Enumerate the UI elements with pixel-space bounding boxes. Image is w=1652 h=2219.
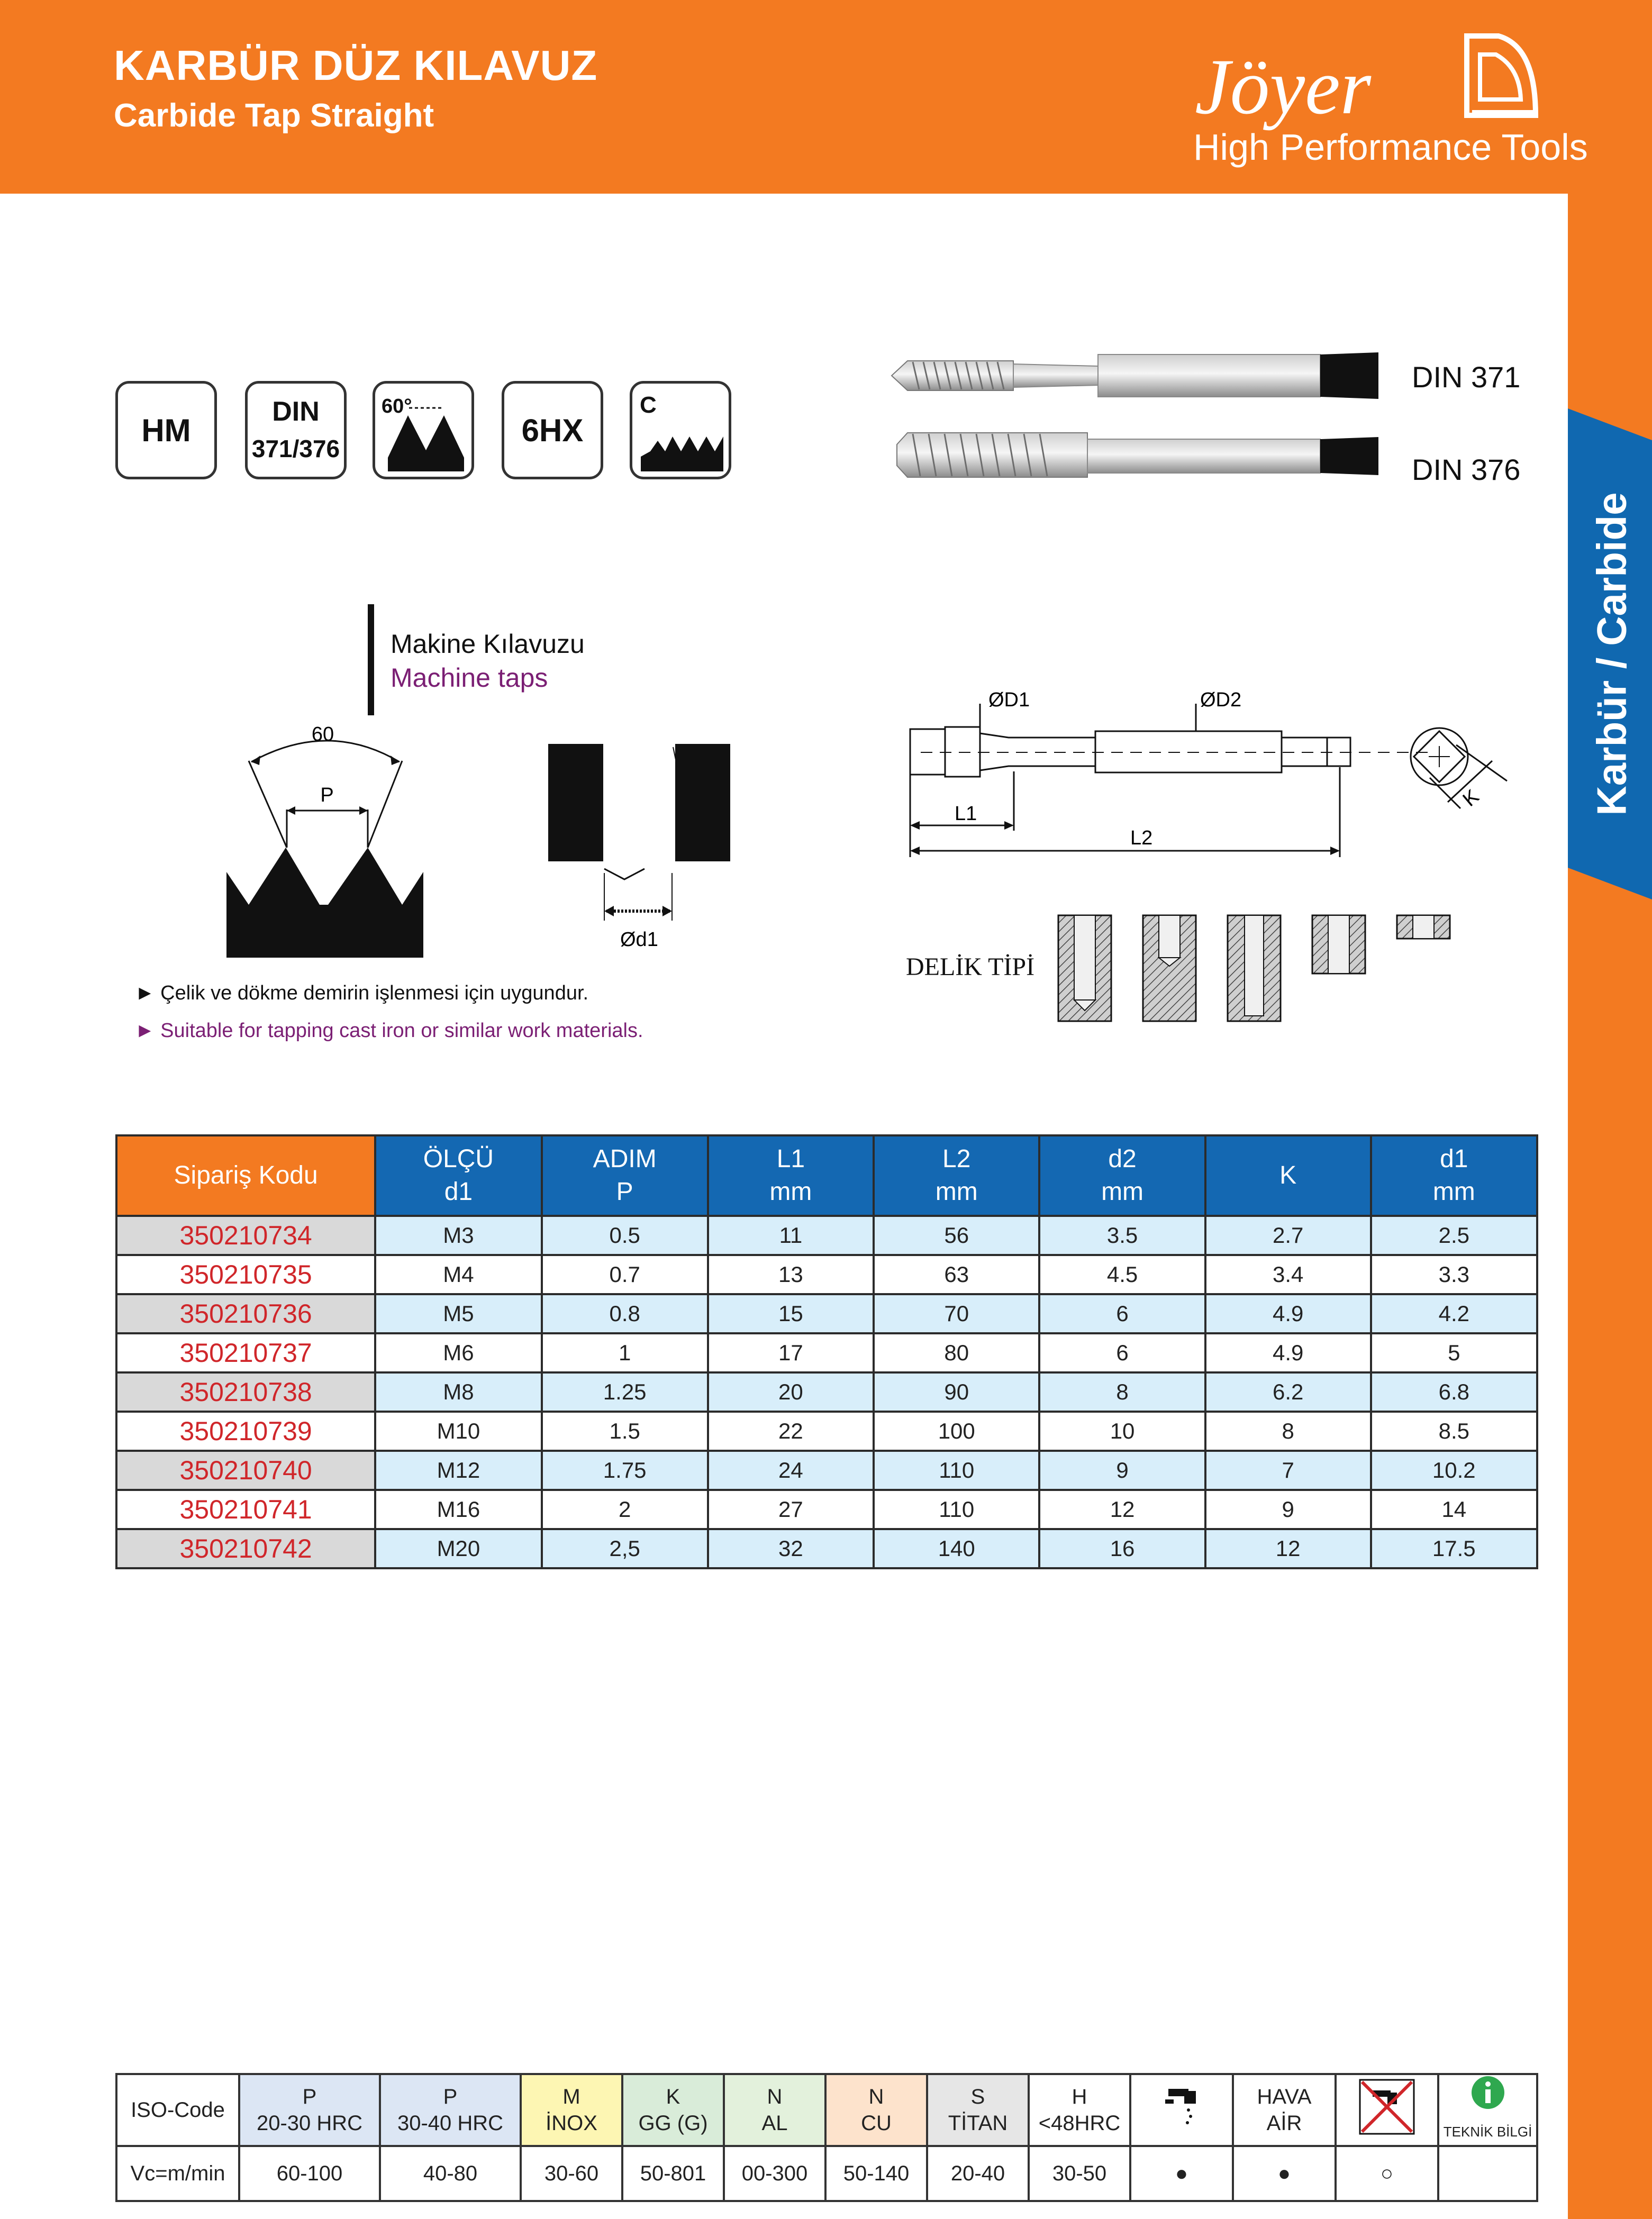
table-cell: 4.5 [1039, 1255, 1205, 1294]
table-cell: 1.25 [542, 1372, 708, 1412]
brand-wordmark: Jöyer [1195, 43, 1372, 131]
header-d2: d2 mm [1039, 1135, 1205, 1216]
table-cell: 4.9 [1205, 1294, 1371, 1333]
table-cell: 20 [708, 1372, 874, 1412]
table-cell: 1.5 [542, 1412, 708, 1451]
coolant-faucet-icon [1163, 2086, 1200, 2128]
order-code-cell: 350210734 [116, 1216, 375, 1255]
table-cell: 7 [1205, 1451, 1371, 1490]
vc-value-cell: 40-80 [380, 2146, 521, 2201]
badge-hm [115, 381, 217, 479]
order-code-cell: 350210735 [116, 1255, 375, 1294]
order-code-cell: 350210736 [116, 1294, 375, 1333]
table-cell: 0.8 [542, 1294, 708, 1333]
hole-type-3 [1228, 915, 1281, 1021]
table-row [116, 1451, 1537, 1490]
vc-value-cell: 50-801 [622, 2146, 724, 2201]
table-row [116, 1255, 1537, 1294]
vc-value-cell: 00-300 [724, 2146, 825, 2201]
table-cell: 70 [874, 1294, 1039, 1333]
table-cell: M16 [375, 1490, 541, 1529]
order-code-cell: 350210739 [116, 1412, 375, 1451]
page-subtitle: Carbide Tap Straight [114, 97, 434, 134]
table-cell: 3.4 [1205, 1255, 1371, 1294]
table-cell: 2,5 [542, 1529, 708, 1568]
hole-type-1 [1058, 915, 1111, 1021]
table-cell: 15 [708, 1294, 874, 1333]
table-cell: 0.5 [542, 1216, 708, 1255]
iso-material-cell: N AL [724, 2074, 825, 2146]
table-cell: 13 [708, 1255, 874, 1294]
page-title: KARBÜR DÜZ KILAVUZ [114, 42, 598, 89]
badge-tolerance [502, 381, 603, 479]
hole-type-4 [1312, 915, 1365, 974]
iso-material-cell: K GG (G) [622, 2074, 724, 2146]
table-cell: 63 [874, 1255, 1039, 1294]
table-cell: 8.5 [1371, 1412, 1537, 1451]
header-k: K [1205, 1135, 1371, 1216]
table-cell: 2 [542, 1490, 708, 1529]
iso-code-label: ISO-Code [116, 2074, 239, 2146]
table-cell: 8 [1039, 1372, 1205, 1412]
table-cell: 6.8 [1371, 1372, 1537, 1412]
note-tr: ► Çelik ve dökme demirin işlenmesi için uygundur. [135, 982, 589, 1004]
badge-din [245, 381, 347, 479]
header-pitch: ADIM P [542, 1135, 708, 1216]
hole-type-2 [1143, 915, 1196, 1021]
info-label: TEKNİK BİLGİ [1443, 2124, 1532, 2140]
table-cell: 140 [874, 1529, 1039, 1568]
table-cell: M3 [375, 1216, 541, 1255]
table-cell: 4.9 [1205, 1333, 1371, 1372]
dry-mark: ○ [1336, 2146, 1438, 2201]
table-cell: 3.5 [1039, 1216, 1205, 1255]
thread-profile-icon [386, 405, 466, 474]
table-cell: M6 [375, 1333, 541, 1372]
table-row [116, 1216, 1537, 1255]
air-mark: ● [1233, 2146, 1336, 2201]
hole-types [1053, 910, 1460, 1026]
table-cell: 10 [1039, 1412, 1205, 1451]
table-cell: 1.75 [542, 1451, 708, 1490]
table-cell: 3.3 [1371, 1255, 1537, 1294]
side-label: Karbür / Carbide [1588, 492, 1635, 816]
table-cell: 6 [1039, 1294, 1205, 1333]
table-cell: 2.5 [1371, 1216, 1537, 1255]
din376-label: DIN 376 [1412, 453, 1521, 486]
table-cell: 16 [1039, 1529, 1205, 1568]
table-cell: 10.2 [1371, 1451, 1537, 1490]
machine-bar [368, 604, 374, 715]
din371-label: DIN 371 [1412, 360, 1521, 394]
brand-tagline: High Performance Tools [1193, 126, 1588, 168]
table-cell: 17 [708, 1333, 874, 1372]
iso-code-row [116, 2074, 1537, 2146]
order-code-cell: 350210742 [116, 1529, 375, 1568]
table-cell: 100 [874, 1412, 1039, 1451]
dim-d2-label: ØD2 [1200, 689, 1242, 711]
badge-din-bottom: 371/376 [251, 435, 340, 462]
table-cell: M8 [375, 1372, 541, 1412]
table-cell: 90 [874, 1372, 1039, 1412]
header-l1: L1 mm [708, 1135, 874, 1216]
table-cell: 12 [1205, 1529, 1371, 1568]
header-size: ÖLÇÜ d1 [375, 1135, 541, 1216]
badge-angle-label: 60° [382, 395, 412, 417]
tap-photos [886, 339, 1389, 519]
table-cell: M4 [375, 1255, 541, 1294]
table-cell: M12 [375, 1451, 541, 1490]
d1-label: Ød1 [620, 929, 658, 951]
vc-row [116, 2146, 1537, 2201]
iso-material-cell: M İNOX [521, 2074, 622, 2146]
table-cell: 8 [1205, 1412, 1371, 1451]
table-cell: 32 [708, 1529, 874, 1568]
thread-diagram [217, 725, 444, 963]
table-cell: 1 [542, 1333, 708, 1372]
header-l2: L2 mm [874, 1135, 1039, 1216]
table-row [116, 1333, 1537, 1372]
vc-value-cell: 30-60 [521, 2146, 622, 2201]
iso-material-cell: S TİTAN [927, 2074, 1029, 2146]
table-cell: 110 [874, 1451, 1039, 1490]
badge-chamfer [630, 381, 731, 479]
table-cell: 110 [874, 1490, 1039, 1529]
thread-pitch-label: P [320, 784, 334, 806]
table-cell: 56 [874, 1216, 1039, 1255]
iso-material-cell: N CU [825, 2074, 927, 2146]
product-table-header [116, 1135, 1537, 1216]
iso-material-cell: H <48HRC [1029, 2074, 1130, 2146]
chamfer-profile-icon [640, 421, 724, 474]
dim-k-label: K [1458, 785, 1484, 811]
table-cell: 9 [1205, 1490, 1371, 1529]
hole-type-5 [1397, 915, 1450, 939]
iso-material-cell: P 30-40 HRC [380, 2074, 521, 2146]
badge-hm-label: HM [141, 412, 191, 448]
machine-taps-tr: Makine Kılavuzu [391, 629, 585, 659]
table-cell: M10 [375, 1412, 541, 1451]
vc-value-cell: 30-50 [1029, 2146, 1130, 2201]
tap-din371 [892, 352, 1378, 399]
vc-value-cell: 50-140 [825, 2146, 927, 2201]
no-coolant-icon [1358, 2078, 1416, 2136]
table-cell: 27 [708, 1490, 874, 1529]
table-cell: 6 [1039, 1333, 1205, 1372]
order-code-cell: 350210740 [116, 1451, 375, 1490]
dry-cell [1336, 2074, 1438, 2146]
table-cell: 9 [1039, 1451, 1205, 1490]
info-cell [1438, 2074, 1537, 2146]
dim-d1-label: ØD1 [988, 689, 1030, 711]
product-table [115, 1134, 1538, 1569]
brand-logo-icon [1462, 31, 1541, 121]
table-cell: 4.2 [1371, 1294, 1537, 1333]
dim-l2-label: L2 [1130, 827, 1153, 849]
order-code-cell: 350210737 [116, 1333, 375, 1372]
table-cell: 80 [874, 1333, 1039, 1372]
table-row [116, 1490, 1537, 1529]
badge-thread-angle [373, 381, 474, 479]
order-code-cell: 350210741 [116, 1490, 375, 1529]
vc-value-cell: 60-100 [239, 2146, 380, 2201]
order-code-cell: 350210738 [116, 1372, 375, 1412]
header-d1: d1 mm [1371, 1135, 1537, 1216]
vc-label: Vc=m/min [116, 2146, 239, 2201]
tap-din376 [897, 433, 1378, 477]
table-cell: 6.2 [1205, 1372, 1371, 1412]
iso-table [115, 2073, 1538, 2202]
coolant-mark: ● [1130, 2146, 1233, 2201]
table-cell: 24 [708, 1451, 874, 1490]
badge-tolerance-label: 6HX [521, 412, 584, 448]
air-cell: HAVA AİR [1233, 2074, 1336, 2146]
machine-taps-en: Machine taps [391, 663, 548, 693]
table-row [116, 1294, 1537, 1333]
vc-value-cell: 20-40 [927, 2146, 1029, 2201]
dim-l1-label: L1 [955, 803, 977, 825]
table-cell: M20 [375, 1529, 541, 1568]
table-cell: 22 [708, 1412, 874, 1451]
dimension-drawing [900, 683, 1556, 862]
iso-material-cell: P 20-30 HRC [239, 2074, 380, 2146]
table-cell: 14 [1371, 1490, 1537, 1529]
table-cell: M5 [375, 1294, 541, 1333]
d1-diagram [545, 741, 741, 958]
table-row [116, 1412, 1537, 1451]
badge-chamfer-label: C [640, 392, 657, 418]
table-cell: 2.7 [1205, 1216, 1371, 1255]
table-row [116, 1372, 1537, 1412]
table-cell: 0.7 [542, 1255, 708, 1294]
header-order-code: Sipariş Kodu [116, 1135, 375, 1216]
hole-type-label: DELİK TİPİ [906, 953, 1035, 981]
table-cell: 5 [1371, 1333, 1537, 1372]
table-row [116, 1529, 1537, 1568]
info-icon [1471, 2075, 1505, 2110]
table-cell: 11 [708, 1216, 874, 1255]
coolant-cell [1130, 2074, 1233, 2146]
table-cell: 12 [1039, 1490, 1205, 1529]
thread-angle-label: 60 [311, 725, 334, 745]
badge-din-top: DIN [272, 396, 320, 427]
info-empty [1438, 2146, 1537, 2201]
note-en: ► Suitable for tapping cast iron or similar work materials. [135, 1020, 643, 1042]
table-cell: 17.5 [1371, 1529, 1537, 1568]
